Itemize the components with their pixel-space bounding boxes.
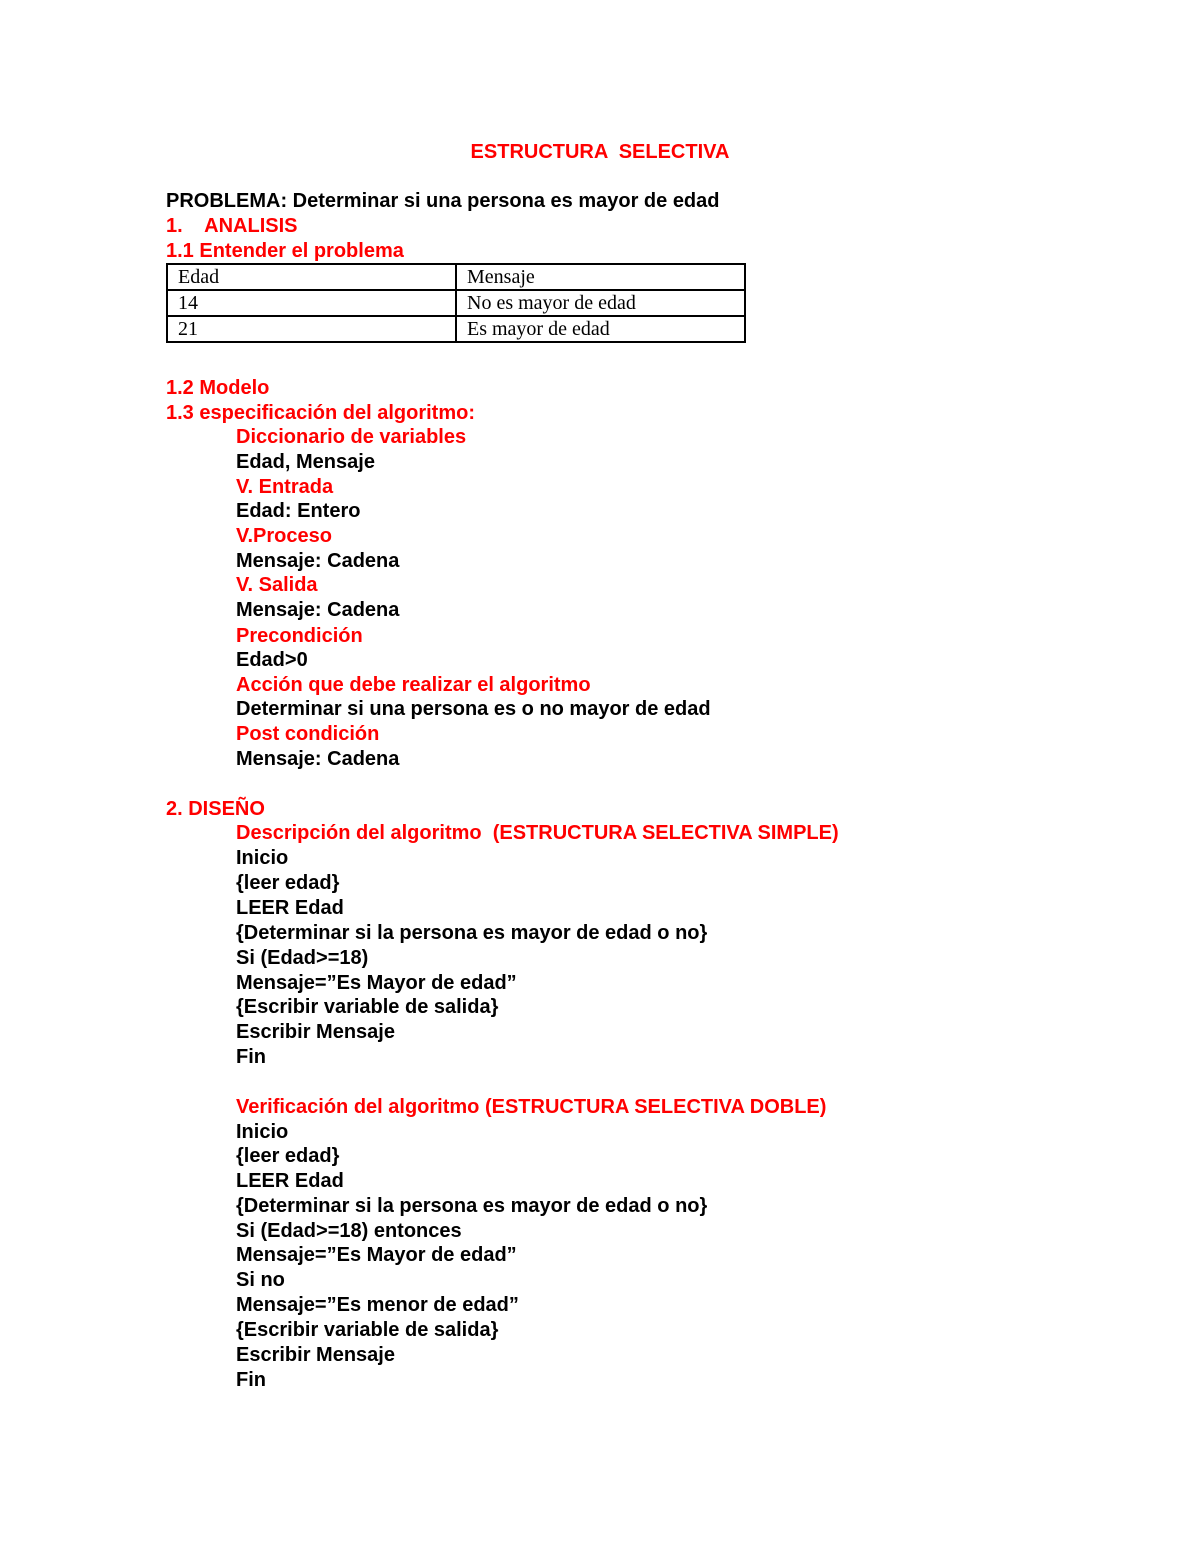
table-cell: Es mayor de edad <box>456 316 745 342</box>
spec-value: Edad>0 <box>236 649 308 671</box>
problem-label: PROBLEMA: <box>166 190 288 212</box>
problem-text: Determinar si una persona es mayor de edad <box>287 190 720 212</box>
algorithm-line: Mensaje=”Es menor de edad” <box>236 1294 519 1316</box>
table-cell: 21 <box>167 316 456 342</box>
spec-label: V.Proceso <box>236 525 332 547</box>
algorithm-line: Si (Edad>=18) entonces <box>236 1220 462 1242</box>
algorithm-line: LEER Edad <box>236 1170 344 1192</box>
table-row <box>167 290 745 316</box>
problem-table <box>166 263 746 343</box>
table-header-cell: Edad <box>167 264 456 290</box>
algorithm-line: {leer edad} <box>236 872 340 894</box>
spec-value: Mensaje: Cadena <box>236 550 400 572</box>
spec-value: Mensaje: Cadena <box>236 748 400 770</box>
spec-heading: 1.3 especificación del algoritmo: <box>166 402 475 424</box>
simple-structure-heading: Descripción del algoritmo (ESTRUCTURA SELECTIVA SIMPLE) <box>236 822 839 844</box>
spec-label: Acción que debe realizar el algoritmo <box>236 674 591 696</box>
algorithm-line: Escribir Mensaje <box>236 1344 395 1366</box>
algorithm-line: Escribir Mensaje <box>236 1021 395 1043</box>
algorithm-line: LEER Edad <box>236 897 344 919</box>
table-cell: No es mayor de edad <box>456 290 745 316</box>
spec-value: Edad, Mensaje <box>236 451 375 473</box>
algorithm-line: {Determinar si la persona es mayor de edad o no} <box>236 922 708 944</box>
algorithm-line: Fin <box>236 1369 266 1391</box>
spec-label: V. Entrada <box>236 476 334 498</box>
spec-label: Precondición <box>236 625 363 647</box>
spec-label: Post condición <box>236 723 380 745</box>
algorithm-line: {leer edad} <box>236 1145 340 1167</box>
table-header-cell: Mensaje <box>456 264 745 290</box>
algorithm-line: {Escribir variable de salida} <box>236 996 499 1018</box>
table-cell: 14 <box>167 290 456 316</box>
algorithm-line: Mensaje=”Es Mayor de edad” <box>236 1244 517 1266</box>
algorithm-line: Fin <box>236 1046 266 1068</box>
algorithm-line: Si no <box>236 1269 285 1291</box>
table-header-row <box>167 264 745 290</box>
spec-label: Diccionario de variables <box>236 426 467 448</box>
analysis-heading: 1. ANALISIS <box>166 215 298 237</box>
algorithm-line: Inicio <box>236 1121 289 1143</box>
double-structure-heading: Verificación del algoritmo (ESTRUCTURA SELECTIVA DOBLE) <box>236 1096 827 1118</box>
spec-value: Mensaje: Cadena <box>236 599 400 621</box>
model-heading: 1.2 Modelo <box>166 377 270 399</box>
table-row <box>167 316 745 342</box>
algorithm-line: Mensaje=”Es Mayor de edad” <box>236 972 517 994</box>
document-title: ESTRUCTURA SELECTIVA <box>470 141 730 163</box>
spec-label: V. Salida <box>236 574 318 596</box>
algorithm-line: Si (Edad>=18) <box>236 947 369 969</box>
algorithm-line: {Escribir variable de salida} <box>236 1319 499 1341</box>
understand-problem-heading: 1.1 Entender el problema <box>166 240 404 262</box>
problem-statement <box>166 189 720 213</box>
algorithm-line: {Determinar si la persona es mayor de edad o no} <box>236 1195 708 1217</box>
spec-value: Edad: Entero <box>236 500 361 522</box>
design-heading: 2. DISEÑO <box>166 798 265 820</box>
spec-value: Determinar si una persona es o no mayor de edad <box>236 698 711 720</box>
algorithm-line: Inicio <box>236 847 289 869</box>
